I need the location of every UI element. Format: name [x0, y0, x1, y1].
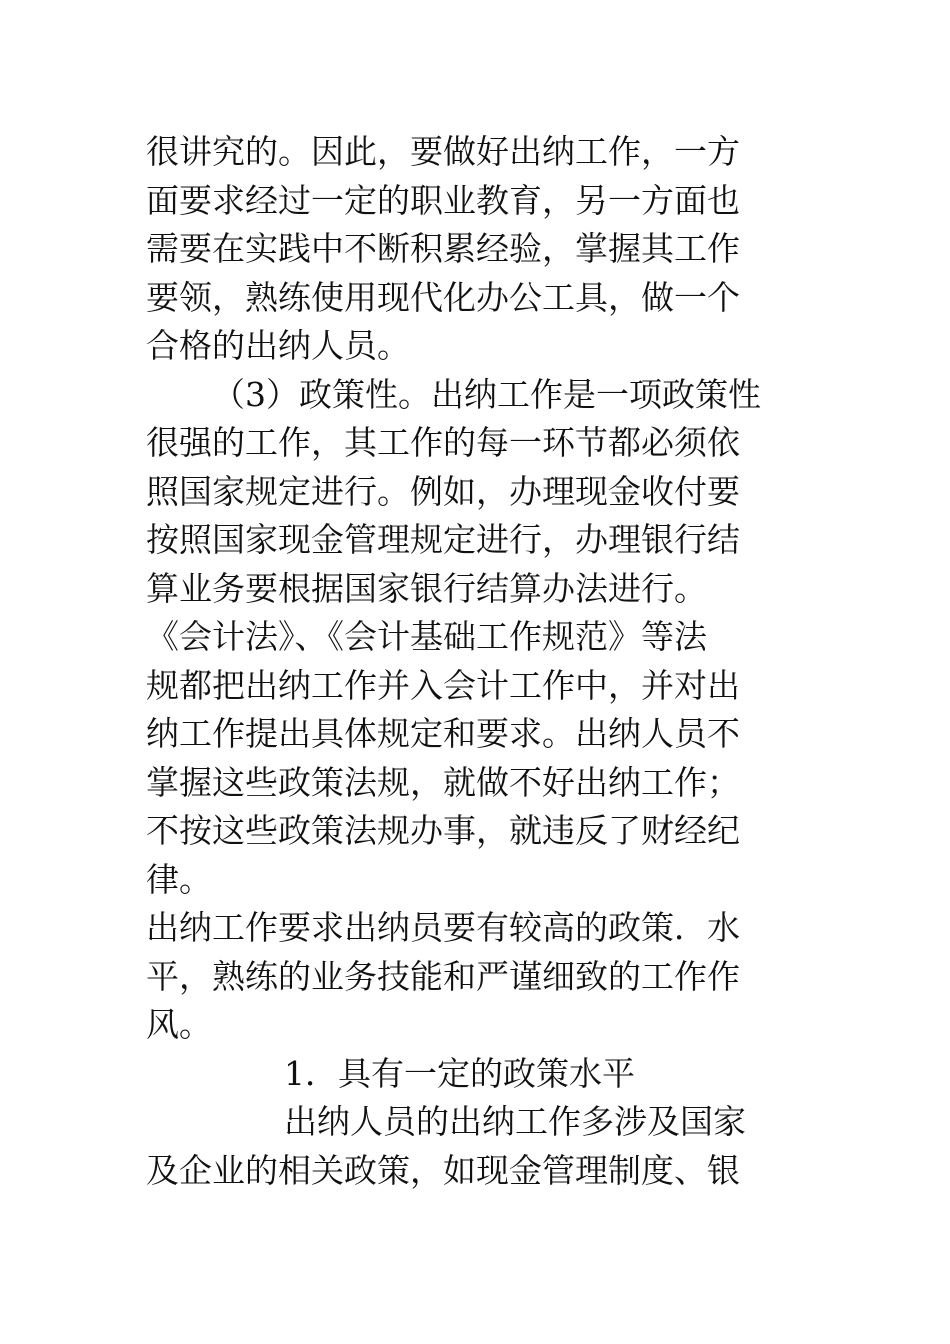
text-line-21: 出纳人员的出纳工作多涉及国家	[284, 1102, 746, 1141]
text-line-8: 照国家规定进行。例如，办理现金收付要	[146, 471, 740, 511]
text-line-10: 算业务要根据国家银行结算办法进行。	[146, 568, 707, 608]
text-line-5: 合格的出纳人员。	[146, 326, 410, 365]
text-line-22: 及企业的相关政策，如现金管理制度、银	[146, 1150, 740, 1190]
text-line-9: 按照国家现金管理规定进行，办理银行结	[146, 520, 740, 559]
text-line-19: 风。	[146, 1005, 212, 1044]
text-line-17: 出纳工作要求出纳员要有较高的政策．水	[146, 908, 740, 947]
text-line-4: 要领，熟练使用现代化办公工具，做一个	[146, 277, 740, 317]
text-line-3: 需要在实践中不断积累经验，掌握其工作	[146, 229, 740, 268]
text-line-12: 规都把出纳工作并入会计工作中，并对出	[146, 665, 740, 705]
text-line-1: 很讲究的。因此，要做好出纳工作，一方	[146, 132, 740, 171]
text-line-2: 面要求经过一定的职业教育，另一方面也	[146, 180, 740, 220]
text-line-16: 律。	[146, 859, 212, 899]
text-line-14: 掌握这些政策法规，就做不好出纳工作；	[146, 762, 740, 802]
text-line-18: 平，熟练的业务技能和严谨细致的工作作	[146, 956, 740, 996]
text-line-15: 不按这些政策法规办事，就违反了财经纪	[146, 811, 740, 850]
text-line-11: 《会计法》、《会计基础工作规范》等法	[146, 617, 707, 656]
text-line-6: （3）政策性。出纳工作是一项政策性	[212, 374, 761, 414]
text-line-13: 纳工作提出具体规定和要求。出纳人员不	[146, 714, 740, 753]
section-heading: 1．具有一定的政策水平	[284, 1053, 635, 1093]
document-page	[146, 128, 796, 1195]
text-line-7: 很强的工作，其工作的每一环节都必须依	[146, 423, 740, 462]
